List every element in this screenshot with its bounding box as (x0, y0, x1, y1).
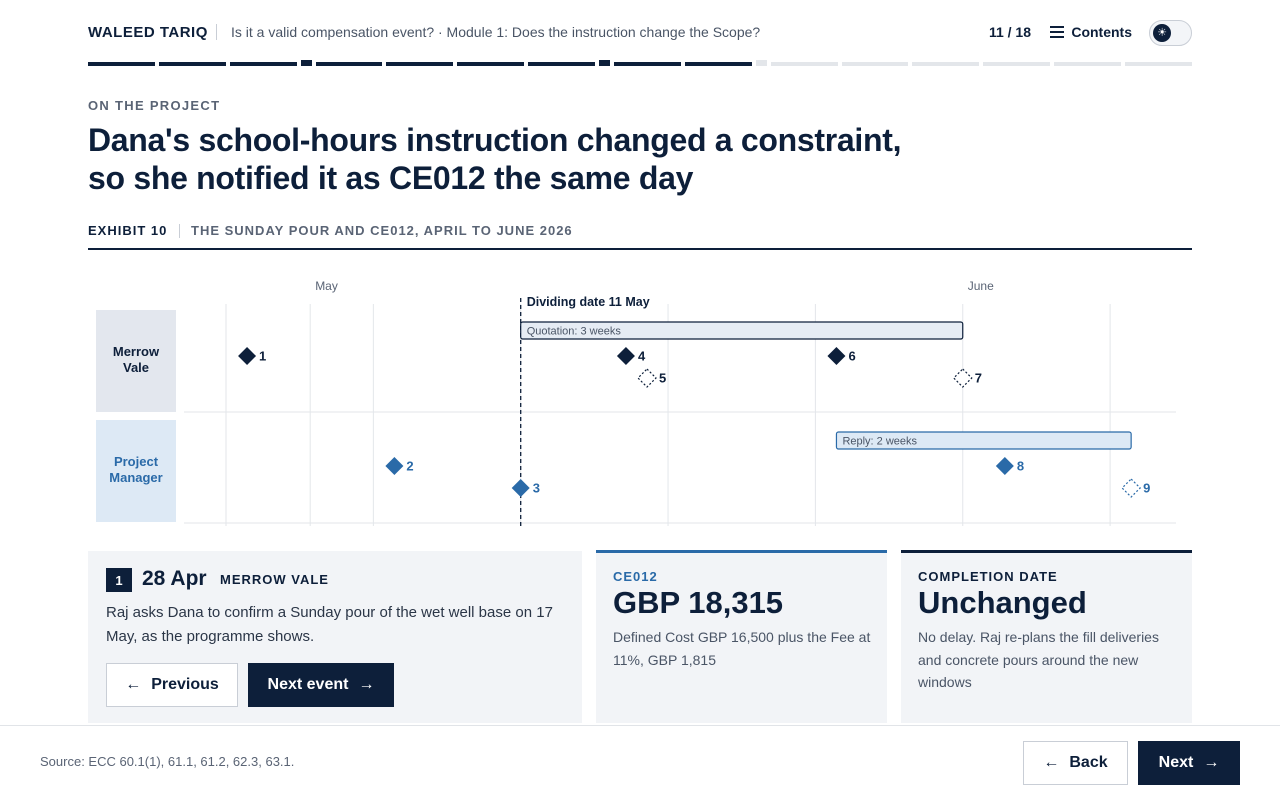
arrow-left-icon: ← (1043, 754, 1060, 771)
planned-event-marker (1122, 479, 1140, 497)
list-icon (1050, 26, 1064, 38)
section-eyebrow: ON THE PROJECT (88, 98, 221, 113)
course-title: Is it a valid compensation event? · Module 1: Does the instruction change the Scope? (231, 24, 761, 40)
planned-event-marker (638, 369, 656, 387)
progress-segment[interactable] (842, 62, 909, 66)
timeline-chart (88, 270, 1192, 532)
ce-value: GBP 18,315 (613, 585, 784, 620)
planned-event-marker (954, 369, 972, 387)
contents-label: Contents (1071, 24, 1132, 40)
event-number-label: 9 (1143, 480, 1151, 496)
next-button[interactable] (1138, 741, 1240, 785)
event-marker (385, 457, 403, 475)
header-divider (216, 24, 217, 40)
period-label: Quotation: 3 weeks (526, 325, 621, 338)
next-label: Next (1158, 754, 1194, 771)
next-event-label: Next event (267, 676, 349, 693)
contents-button[interactable] (1050, 20, 1132, 44)
arrow-right-icon: → (358, 676, 375, 693)
dividing-line-label: Dividing date 11 May (526, 295, 650, 309)
event-date: 28 Apr (142, 567, 207, 590)
event-card (88, 551, 582, 723)
progress-segment[interactable] (230, 62, 297, 66)
event-marker (238, 347, 256, 365)
event-number-label: 3 (532, 480, 540, 496)
progress-segment[interactable] (386, 62, 453, 66)
exhibit-number: EXHIBIT 10 (88, 223, 168, 238)
period-label: Reply: 2 weeks (842, 435, 918, 448)
page-title: Dana's school-hours instruction changed a constraint, so she notified it as CE012 the same day (88, 122, 902, 196)
previous-label: Previous (151, 676, 219, 693)
progress-segment[interactable] (599, 60, 610, 66)
progress-segment[interactable] (912, 62, 979, 66)
progress-segment[interactable] (771, 62, 838, 66)
event-marker (996, 457, 1014, 475)
event-number-label: 2 (406, 458, 414, 474)
event-number-label: 5 (659, 370, 667, 386)
progress-segment[interactable] (457, 62, 524, 66)
completion-description: No delay. Raj re-plans the fill deliveries and concrete pours around the new windows (918, 629, 1159, 690)
lane-label: Merrow (112, 344, 160, 359)
timeline-svg (88, 270, 1192, 532)
arrow-left-icon: ← (125, 676, 142, 693)
progress-segment[interactable] (316, 62, 383, 66)
completion-value: Unchanged (918, 585, 1087, 620)
event-marker (512, 479, 530, 497)
back-label: Back (1069, 754, 1108, 771)
ce-stat-card (596, 550, 887, 723)
ce-description: Defined Cost GBP 16,500 plus the Fee at 11%, GBP 1,815 (613, 629, 871, 668)
brand-name: WALEED TARIQ (88, 24, 208, 41)
back-button[interactable] (1023, 741, 1128, 785)
progress-segment[interactable] (983, 62, 1050, 66)
progress-segment[interactable] (159, 62, 226, 66)
month-label: June (967, 279, 994, 293)
arrow-right-icon: → (1203, 754, 1220, 771)
ce-label: CE012 (613, 569, 658, 584)
progress-segment[interactable] (528, 62, 595, 66)
theme-toggle[interactable] (1149, 20, 1192, 46)
event-number-label: 1 (259, 348, 267, 364)
progress-segment[interactable] (614, 62, 681, 66)
lane-label: Project (113, 454, 159, 469)
progress-segment[interactable] (88, 62, 155, 66)
event-number-label: 7 (974, 370, 982, 386)
previous-event-button[interactable] (106, 663, 238, 707)
page-counter: 11 / 18 (988, 24, 1031, 40)
exhibit-title: THE SUNDAY POUR AND CE012, APRIL TO JUNE 2026 (191, 223, 573, 238)
progress-segment[interactable] (685, 62, 752, 66)
progress-segment[interactable] (1125, 62, 1192, 66)
progress-segment[interactable] (301, 60, 312, 66)
event-party: MERROW VALE (220, 572, 329, 587)
event-number-badge: 1 (106, 568, 132, 592)
event-number-label: 8 (1016, 458, 1025, 474)
event-number-label: 4 (637, 348, 646, 364)
footer (0, 725, 1280, 800)
sun-icon: ☀ (1153, 24, 1171, 42)
progress-segment[interactable] (1054, 62, 1121, 66)
lane-label: Manager (109, 470, 163, 485)
event-marker (827, 347, 845, 365)
month-label: May (315, 279, 338, 293)
progress-segment[interactable] (756, 60, 767, 66)
progress-bar (88, 60, 1192, 66)
exhibit-divider (179, 224, 180, 238)
lane-label: Vale (122, 360, 150, 375)
completion-stat-card (901, 550, 1192, 723)
next-event-button[interactable] (248, 663, 394, 707)
top-bar (88, 0, 1192, 60)
event-number-label: 6 (848, 348, 856, 364)
event-description: Raj asks Dana to confirm a Sunday pour of the wet well base on 17 May, as the programme shows. (106, 604, 553, 645)
event-marker (617, 347, 635, 365)
completion-label: COMPLETION DATE (918, 569, 1058, 584)
source-note: Source: ECC 60.1(1), 61.1, 61.2, 62.3, 63.1. (40, 754, 295, 769)
exhibit-header (88, 222, 1192, 250)
